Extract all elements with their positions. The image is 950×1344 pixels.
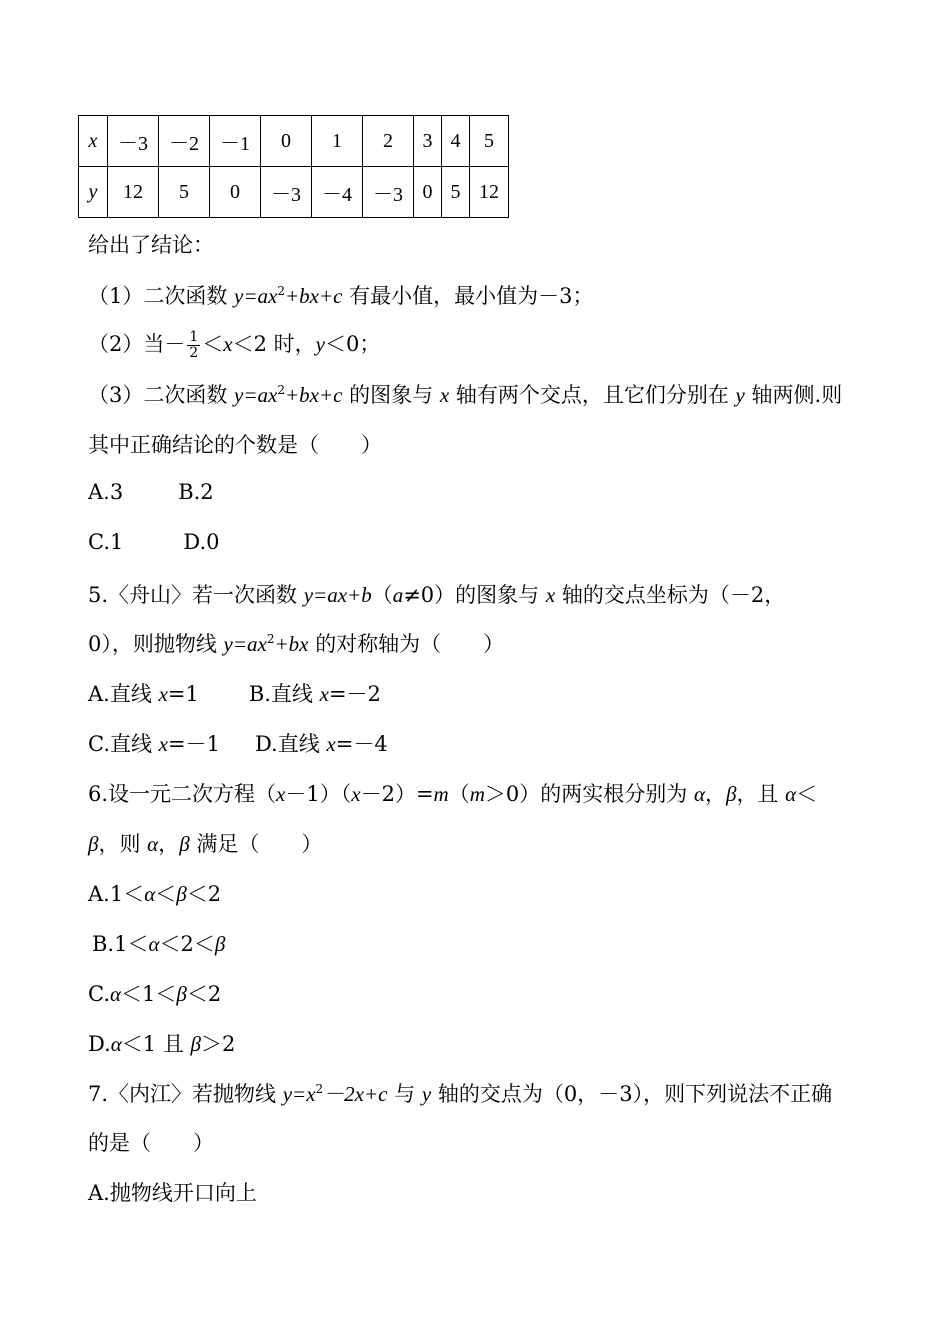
table-cell: －4 [312,167,363,218]
option-c: C.1 [88,530,124,554]
q5-options-cd [88,729,388,759]
table-cell: 0 [210,167,261,218]
table-cell: 0 [414,167,442,218]
table-header-x: x [79,116,108,167]
fraction-half: $\frac{1}{2}$ [189,329,199,361]
q7-stem: 7.〈内江〉若抛物线 $y=x^2-2x+c$ 与 y 轴的交点为（0，－3），则下列说法不正确 [88,1082,833,1106]
table-header-y: y [79,167,108,218]
option-d: D.直线 x=－4 [254,732,388,756]
option-b: B.2 [178,480,214,504]
table-cell: 4 [442,116,470,167]
table-cell: 12 [108,167,159,218]
q4-options-cd [88,527,219,557]
table-cell: 12 [470,167,509,218]
table-cell: －3 [261,167,312,218]
option-a: A.3 [88,480,124,504]
q6-stem-2: β，则 α，β 满足（ ） [88,832,323,856]
table-cell: 5 [470,116,509,167]
q6-option-a: A.1＜α＜β＜2 [88,882,222,906]
option-b: B.直线 x=－2 [248,682,381,706]
table-cell: 2 [363,116,414,167]
q4-intro: 给出了结论： [88,233,214,257]
q5-stem: 5.〈舟山〉若一次函数 y=ax+b（a≠0）的图象与 x 轴的交点坐标为（－2， [88,583,786,607]
table-cell: －1 [210,116,261,167]
table-row-x [79,116,509,167]
table-cell: 1 [312,116,363,167]
q6-stem: 6.设一元二次方程（x－1）（x－2）=m（m＞0）的两实根分别为 α，β，且 α＜ [88,782,818,806]
q4-conclusion-2: （2）当－ $\frac{1}{2}$ ＜x＜2 时，y＜0； [88,329,381,361]
option-a: A.直线 x=1 [88,682,199,706]
table-row-y [79,167,509,218]
q5-stem-2: 0），则抛物线 $y=ax^2+bx$ 的对称轴为（ ） [88,632,505,656]
table-cell: －3 [363,167,414,218]
table-cell: 3 [414,116,442,167]
table-cell: －3 [108,116,159,167]
q4-options-ab [88,477,214,507]
q6-option-c: C.α＜1＜β＜2 [88,982,222,1006]
q5-options-ab [88,679,381,709]
q7-stem-2: 的是（ ） [88,1131,214,1155]
q4-conclusion-3: （3）二次函数 $y=ax^2+bx+c$ 的图象与 x 轴有两个交点，且它们分别在 y 轴两侧.则 [88,383,843,407]
q7-option-a: A.抛物线开口向上 [88,1181,257,1205]
option-c: C.直线 x=－1 [88,732,220,756]
table-cell: 5 [442,167,470,218]
q4-conclusion-1: （1）二次函数 $y=ax^2+bx+c$ 有最小值，最小值为－3； [88,284,594,308]
table-cell: －2 [159,116,210,167]
q6-option-b: B.1＜α＜2＜β [92,932,226,956]
option-d: D.0 [183,530,220,554]
table-cell: 0 [261,116,312,167]
value-table [78,115,509,218]
q6-option-d: D.α＜1 且 β＞2 [88,1032,236,1056]
q4-question: 其中正确结论的个数是（ ） [88,433,382,457]
table-cell: 5 [159,167,210,218]
